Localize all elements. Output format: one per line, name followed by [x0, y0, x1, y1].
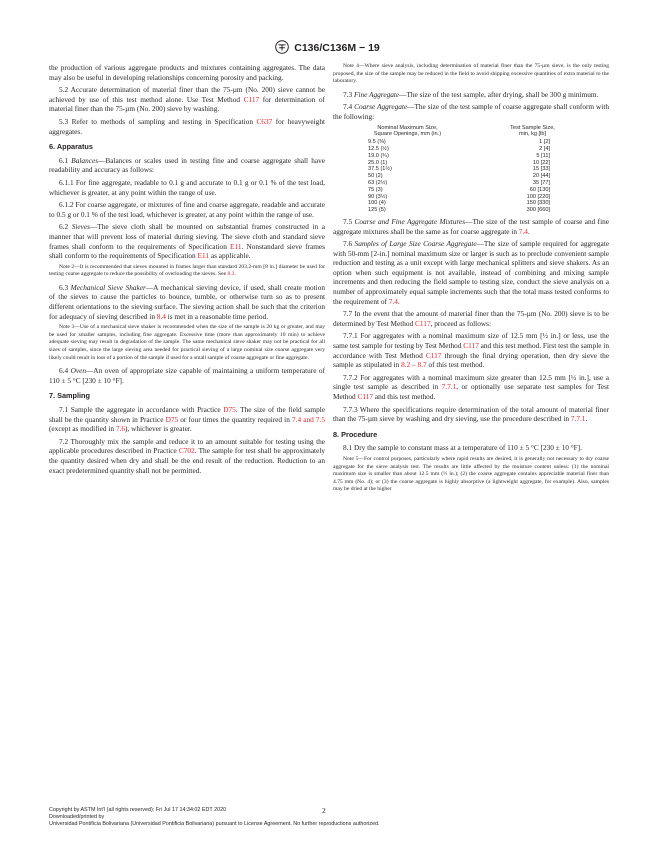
ref-link[interactable]: C637	[256, 116, 273, 126]
section-7-7: 7.7 In the event that the amount of material finer than the 75-µm (No. 200) sieve is to be determined by Test Method C117, proceed as follows:	[333, 309, 609, 328]
astm-logo-icon	[275, 40, 289, 54]
ref-link[interactable]: 8.3	[227, 271, 235, 278]
table-row: 50 (2) 20 [44]	[368, 173, 550, 180]
download-line: Downloaded/printed by	[49, 814, 105, 820]
section-6-1-2: 6.1.2 For coarse aggregate, or mixtures of fine and coarse aggregate, readable and accurate to 0.5 g or 0.1 % of the test load, whichever is greater, at any point within the range of use.	[49, 200, 325, 219]
note-5: Note 5—For control purposes, particularly where rapid results are desired, it is generally not necessary to dry coarse aggregate for the sieve analysis test. The results are little affected by the moisture content unless: (1) the nominal maximum size is smaller than about 12.5 mm (½ in.); (2) the coarse aggregate contains appreciable material finer than 4.75 mm (No. 4); or (3) the coarse aggregate is highly absorptive (a lightweight aggregate, for example). Also, samples may be dried at the higher	[333, 455, 609, 493]
section-7-3: 7.3 Fine Aggregate—The size of the test sample, after drying, shall be 300 g minimum.	[343, 89, 599, 99]
ref-link[interactable]: C702	[178, 446, 195, 456]
section-7-5: 7.5 Coarse and Fine Aggregate Mixtures—The size of the test sample of coarse and fine aggregate mixtures shall be the same as for coarse aggregate in 7.4.	[333, 216, 610, 236]
note-3: Note 3—Use of a mechanical sieve shaker is recommended when the size of the sample is 20 kg or greater, and may be used for smaller samples, including fine aggregate. Excessive time (more than approximately 10 min) to achieve adequate sieving may result in degradation of the sample. The same mechanical sieve shaker may not be practical for all sizes of samples, since the large sieving area needed for practical sieving of a large nominal size coarse aggregate very likely could result in loss of a portion of the sample if used for a small sample of coarse aggregate or fine aggregate.	[49, 324, 325, 361]
section-7-7-3: 7.7.3 Where the specifications require determination of the total amount of material finer than the 75-µm sieve by washing and dry sieving, use the procedure described in 7.7.1.	[333, 404, 609, 424]
table-row: 125 (5) 300 [660]	[368, 207, 550, 214]
right-column	[333, 63, 609, 498]
ref-link[interactable]: C117	[415, 318, 431, 328]
section-5-3: 5.3 Refer to methods of sampling and testing in Specification C637 for heavyweight aggregates.	[49, 116, 325, 136]
ref-link[interactable]: C117	[357, 392, 374, 402]
ref-link[interactable]: C117	[463, 341, 479, 351]
section-7-2: 7.2 Thoroughly mix the sample and reduce it to an amount suitable for testing using the applicable procedures described in Practice C702. The sample for test shall be approximately the quantity desired when dry and shall be the end result of the reduction. Reduction to an exact predetermined quantity shall not be permitted.	[49, 436, 325, 475]
table-row: 100 (4) 150 [330]	[368, 200, 550, 207]
note-4: Note 4—Where sieve analysis, including determination of material finer than the 75-µm sieve, is the only testing proposed, the size of the sample may be reduced in the field to avoid shipping excessive quantities of extra material to the laboratory.	[333, 63, 609, 85]
ref-link[interactable]: 7.6	[115, 424, 125, 434]
table-row: 37.5 (1½) 15 [33]	[368, 166, 550, 173]
section-heading: 6. Apparatus	[49, 142, 93, 152]
left-column	[49, 63, 325, 478]
copyright-line: Copyright by ASTM Int'l (all rights reserved); Fri Jul 17 14:34:02 EDT 2020	[49, 807, 227, 813]
section-6-1-1: 6.1.1 For fine aggregate, readable to 0.1 g and accurate to 0.1 g or 0.1 % of the test load, whichever is greater, at any point within the range of use.	[49, 177, 325, 197]
section-6-1: 6.1 Balances—Balances or scales used in testing fine and coarse aggregate shall have readability and accuracy as follows:	[49, 155, 325, 175]
table-row: 25.0 (1) 10 [22]	[368, 159, 550, 166]
table-header-cell: Nominal Maximum Size, Square Openings, mm (in.)	[373, 124, 442, 138]
ref-link[interactable]: E11	[197, 251, 210, 261]
table-header-row	[346, 125, 596, 140]
table-row: 19.0 (¾) 5 [11]	[368, 152, 550, 159]
standard-designation: C136/C136M − 19	[294, 42, 380, 54]
section-5-2: 5.2 Accurate determination of material finer than the 75-µm (No. 200) sieve cannot be achieved by use of this test method alone. Use Test Method C117 for determination of material finer than the 75-µm (No. 200) sieve by washing.	[49, 85, 325, 114]
section-6-4: 6.4 Oven—An oven of appropriate size capable of maintaining a uniform temperature of 110 ± 5 °C [230 ± 10 °F].	[49, 366, 325, 385]
section-6-2: 6.2 Sieves—The sieve cloth shall be mounted on substantial frames constructed in a manner that will prevent loss of material during sieving. The sieve cloth and standard sieve frames shall conform to the requirements of Specification E11. Nonstandard sieve frames shall conform to the requirements of Specification E11 as applicable.	[49, 222, 325, 261]
ref-link[interactable]: 7.7.1	[441, 382, 457, 392]
table-row: 75 (3) 60 [130]	[368, 186, 550, 193]
license-line: Universidad Pontificia Bolivariana (Universidad Pontificia Bolivariana) pursuant to License Agreement. No further reproductions authorized.	[49, 821, 380, 827]
table-row: 63 (2½) 35 [77]	[368, 179, 550, 186]
note-2: Note 2—It is recommended that sieves mounted in frames larger than standard 203.2-mm [8 in.] diameter be used for testing coarse aggregate to reduce the possibility of overloading the sieves. See 8.3.	[49, 263, 325, 278]
section-7-6: 7.6 Samples of Large Size Coarse Aggregate—The size of sample required for aggregate with 50-mm [2-in.] nominal maximum size or larger is such as to preclude convenient sample reduction and testing as a unit except with large mechanical splitters and sieve shakers. As an option when such equipment is not available, instead of combining and mixing sample increments and then reducing the field sample to testing size, conduct the sieve analysis on a number of approximately equal sample increments such that the total mass tested conforms to the requirement of 7.4.	[333, 239, 610, 306]
ref-link[interactable]: 8.2 – 8.7	[401, 360, 427, 370]
ref-link[interactable]: C117	[243, 94, 260, 104]
page-header	[0, 40, 655, 54]
section-heading: 7. Sampling	[49, 391, 90, 401]
ref-link[interactable]: 7.4 and 7.5	[291, 414, 326, 424]
section-7-1: 7.1 Sample the aggregate in accordance with Practice D75. The size of the field sample shall be the quantity shown in Practice D75 or four times the quantity required in 7.4 and 7.5 (except as modified in 7.6), whichever is greater.	[49, 405, 326, 434]
ref-link[interactable]: D75	[223, 405, 236, 414]
ref-link[interactable]: C117	[425, 350, 442, 360]
ref-link[interactable]: E11	[230, 241, 242, 251]
table-row: 12.5 (½) 2 [4]	[368, 145, 550, 152]
section-7-4: 7.4 Coarse Aggregate—The size of the test sample of coarse aggregate shall conform with the following:	[333, 102, 610, 121]
table-row: 9.5 (⅜) 1 [2]	[368, 139, 550, 146]
section-8-1: 8.1 Dry the sample to constant mass at a temperature of 110 ± 5 °C [230 ± 10 °F].	[343, 443, 582, 453]
section-7-7-2: 7.7.2 For aggregates with a nominal maximum size greater than 12.5 mm [½ in.], use a single test sample as described in 7.7.1, or optionally use separate test samples for Test Method C117 and this test method.	[333, 372, 610, 402]
ref-link[interactable]: D75	[165, 414, 179, 424]
section-6-3: 6.3 Mechanical Sieve Shaker—A mechanical sieving device, if used, shall create motion of the sieves to cause the particles to bounce, tumble, or otherwise turn so as to present different orientations to the sieving surface. The sieving action shall be such that the criterion for adequacy of sieving described in 8.4 is met in a reasonable time period.	[49, 282, 325, 321]
paragraph: the production of various aggregate products and mixtures containing aggregates. The data may also be useful in developing relationships concerning porosity and packing.	[49, 63, 325, 82]
table-header-cell: Test Sample Size, min, kg [lb]	[510, 124, 555, 138]
table-row: 90 (3½) 100 [220]	[368, 193, 550, 200]
sample-size-table	[346, 125, 596, 214]
page-number: 2	[322, 806, 326, 815]
ref-link[interactable]: 8.4	[156, 311, 166, 321]
ref-link[interactable]: 7.4	[518, 226, 528, 236]
section-7-7-1: 7.7.1 For aggregates with a nominal maximum size of 12.5 mm [½ in.] or less, use the same test sample for testing by Test Method C117 and this test method. First test the sample in accordance with Test Method C117 through the final drying operation, then dry sieve the sample as stipulated in 8.2 – 8.7 of this test method.	[333, 331, 609, 370]
ref-link[interactable]: 7.7.1	[570, 414, 586, 424]
section-heading: 8. Procedure	[333, 429, 378, 439]
ref-link[interactable]: 7.4	[388, 296, 398, 306]
